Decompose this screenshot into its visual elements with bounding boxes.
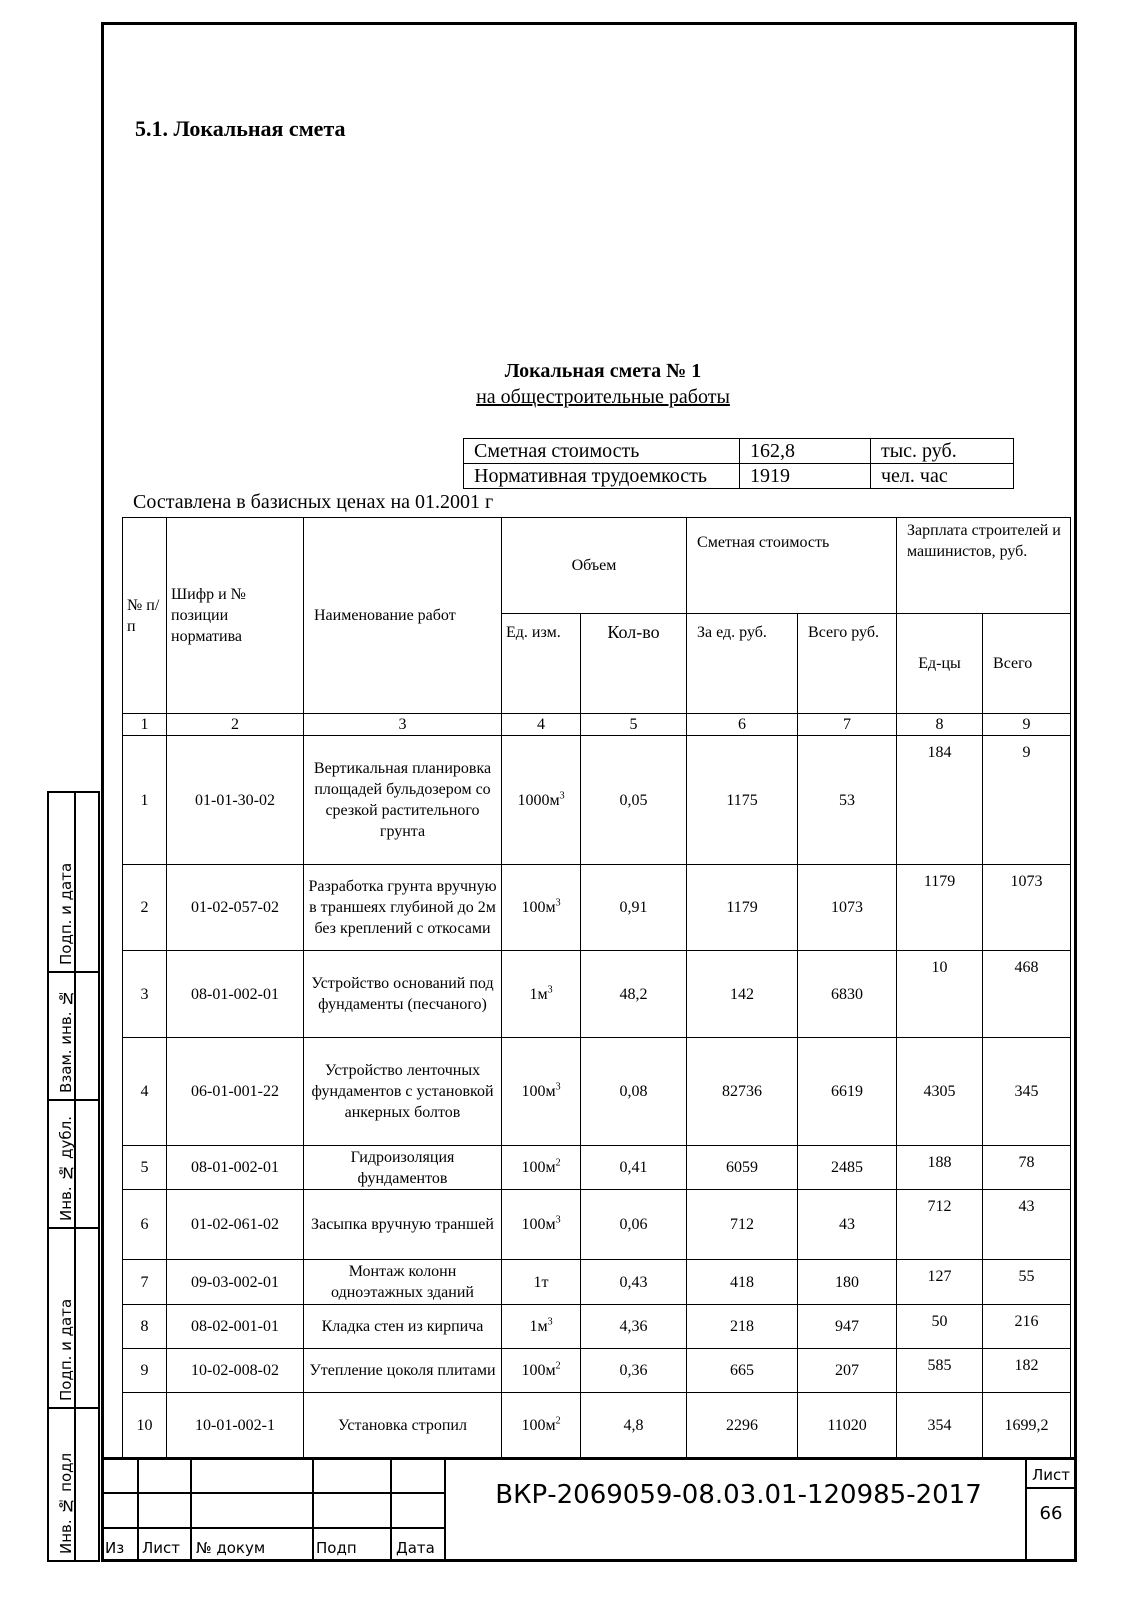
cell-name: Утепление цоколя плитами [304,1349,502,1393]
column-number: 7 [798,714,897,736]
cell-num: 10 [123,1393,167,1459]
cell-cost-unit: 1179 [687,865,798,951]
col-header-wage-unit: Ед-цы [897,614,983,714]
cell-wage-unit: 184 [897,736,983,865]
col-header-cost-unit: За ед. руб. [687,614,798,714]
cell-code: 09-03-002-01 [167,1260,304,1305]
cell-qty: 0,08 [581,1038,687,1146]
cell-qty: 0,43 [581,1260,687,1305]
cell-wage-total: 43 [983,1190,1071,1260]
col-header-volume: Объем [502,518,687,614]
cell-qty: 48,2 [581,951,687,1038]
summary-value: 1919 [740,464,871,489]
cell-wage-total: 78 [983,1146,1071,1190]
cell-qty: 0,41 [581,1146,687,1190]
tb-label-sheet: Лист [142,1539,181,1557]
cell-unit: $100м^2$ [502,1146,581,1190]
cell-name: Вертикальная планировка площадей бульдозером со срезкой растительного грунта [304,736,502,865]
cell-unit: $1м^3$ [502,951,581,1038]
price-basis-note: Составлена в базисных ценах на 01.2001 г [133,491,494,513]
cell-cost-unit: 665 [687,1349,798,1393]
cell-code: 08-02-001-01 [167,1305,304,1349]
cell-cost-unit: 2296 [687,1393,798,1459]
cell-num: 5 [123,1146,167,1190]
cell-cost-total: 6619 [798,1038,897,1146]
cell-wage-unit: 50 [897,1305,983,1349]
cell-num: 1 [123,736,167,865]
cell-name: Кладка стен из кирпича [304,1305,502,1349]
cell-cost-unit: 82736 [687,1038,798,1146]
stamp-sign-date-2: Подп. и дата [47,1227,100,1409]
cell-cost-unit: 142 [687,951,798,1038]
column-number: 1 [123,714,167,736]
cell-unit: $1м^3$ [502,1305,581,1349]
cell-name: Установка стропил [304,1393,502,1459]
cell-unit: $100м^2$ [502,1349,581,1393]
stamp-duplicate-inv: Инв. № дубл. [47,1099,100,1229]
cell-cost-unit: 418 [687,1260,798,1305]
cell-name: Монтаж колонн одноэтажных зданий [304,1260,502,1305]
col-header-unit: Ед. изм. [502,614,581,714]
column-number: 6 [687,714,798,736]
cell-cost-total: 1073 [798,865,897,951]
estimate-subtitle: на общестроительные работы [476,386,730,408]
cell-num: 9 [123,1349,167,1393]
col-header-cost-total: Всего руб. [798,614,897,714]
stamp-sign-date-1: Подп. и дата [47,791,100,973]
cell-name: Засыпка вручную траншей [304,1190,502,1260]
column-number: 5 [581,714,687,736]
cell-cost-total: 11020 [798,1393,897,1459]
cell-code: 06-01-001-22 [167,1038,304,1146]
col-header-qty: Кол-во [581,614,687,714]
cell-code: 01-02-061-02 [167,1190,304,1260]
table-row [123,1260,1071,1305]
estimate-table [122,517,1071,1459]
col-header-wage-total: Всего [983,614,1071,714]
table-row [123,1393,1071,1459]
table-row [123,1305,1071,1349]
cell-cost-unit: 1175 [687,736,798,865]
cell-code: 08-01-002-01 [167,1146,304,1190]
section-heading: 5.1. Локальная смета [135,116,346,141]
table-row [123,1146,1071,1190]
col-header-num: № п/п [123,518,167,714]
summary-label: Нормативная трудоемкость [464,464,740,489]
cell-cost-total: 180 [798,1260,897,1305]
cell-cost-total: 6830 [798,951,897,1038]
sheet-number: 66 [1039,1503,1063,1524]
cell-qty: 0,05 [581,736,687,865]
table-row [123,1349,1071,1393]
cell-num: 8 [123,1305,167,1349]
col-header-wage: Зарплата строителей и машинистов, руб. [897,518,1071,614]
cell-unit: $100м^2$ [502,1393,581,1459]
cell-unit: $100м^3$ [502,1038,581,1146]
cell-unit: $1000м^3$ [502,736,581,865]
cell-qty: 4,8 [581,1393,687,1459]
cell-unit: 1т [502,1260,581,1305]
cell-qty: 0,91 [581,865,687,951]
col-header-name: Наименование работ [304,518,502,714]
estimate-title: Локальная смета № 1 [504,360,702,382]
summary-unit: чел. час [871,464,1014,489]
cell-code: 01-01-30-02 [167,736,304,865]
cell-qty: 0,36 [581,1349,687,1393]
tb-label-change: Из [105,1539,125,1557]
sheet-label: Лист [1031,1466,1070,1484]
cell-cost-total: 207 [798,1349,897,1393]
cell-name: Устройство ленточных фундаментов с установкой анкерных болтов [304,1038,502,1146]
cell-qty: 4,36 [581,1305,687,1349]
cell-cost-total: 947 [798,1305,897,1349]
cell-wage-total: 345 [983,1038,1071,1146]
cell-wage-total: 9 [983,736,1071,865]
column-number: 4 [502,714,581,736]
column-number: 2 [167,714,304,736]
cell-code: 10-01-002-1 [167,1393,304,1459]
table-row [123,1038,1071,1146]
cell-wage-unit: 712 [897,1190,983,1260]
cell-num: 6 [123,1190,167,1260]
cell-cost-unit: 712 [687,1190,798,1260]
column-number: 3 [304,714,502,736]
cell-num: 4 [123,1038,167,1146]
cell-code: 01-02-057-02 [167,865,304,951]
col-header-code: Шифр и № позиции норматива [167,518,304,714]
cell-wage-total: 55 [983,1260,1071,1305]
cell-wage-unit: 10 [897,951,983,1038]
cell-cost-total: 53 [798,736,897,865]
cell-name: Разработка грунта вручную в траншеях глубиной до 2м без креплений с откосами [304,865,502,951]
column-number: 9 [983,714,1071,736]
document-code: ВКР-2069059-08.03.01-120985-2017 [495,1480,982,1510]
cell-wage-total: 216 [983,1305,1071,1349]
table-row [123,951,1071,1038]
table-row [123,865,1071,951]
cell-qty: 0,06 [581,1190,687,1260]
table-row [123,1190,1071,1260]
tb-label-date: Дата [396,1539,435,1557]
cell-code: 10-02-008-02 [167,1349,304,1393]
cell-cost-unit: 6059 [687,1146,798,1190]
header-row [123,518,1071,614]
stamp-replaced-inv: Взам. инв. № [47,971,100,1101]
cell-wage-unit: 354 [897,1393,983,1459]
cell-wage-total: 1699,2 [983,1393,1071,1459]
cell-num: 3 [123,951,167,1038]
table-row [123,736,1071,865]
summary-row [464,439,1014,464]
summary-unit: тыс. руб. [871,439,1014,464]
cell-cost-total: 2485 [798,1146,897,1190]
summary-row [464,464,1014,489]
cell-unit: $100м^3$ [502,1190,581,1260]
cell-name: Гидроизоляция фундаментов [304,1146,502,1190]
summary-value: 162,8 [740,439,871,464]
cell-unit: $100м^3$ [502,865,581,951]
summary-table [463,438,1014,489]
stamp-original-inv: Инв. № подл [47,1407,100,1562]
column-number-row [123,714,1071,736]
summary-label: Сметная стоимость [464,439,740,464]
cell-num: 7 [123,1260,167,1305]
cell-name: Устройство оснований под фундаменты (песчаного) [304,951,502,1038]
tb-label-doc-num: № докум [196,1539,266,1557]
cell-wage-unit: 585 [897,1349,983,1393]
cell-wage-total: 468 [983,951,1071,1038]
col-header-cost: Сметная стоимость [687,518,897,614]
cell-wage-unit: 1179 [897,865,983,951]
cell-code: 08-01-002-01 [167,951,304,1038]
cell-num: 2 [123,865,167,951]
cell-cost-total: 43 [798,1190,897,1260]
cell-wage-unit: 127 [897,1260,983,1305]
cell-wage-unit: 188 [897,1146,983,1190]
cell-cost-unit: 218 [687,1305,798,1349]
cell-wage-total: 1073 [983,865,1071,951]
cell-wage-unit: 4305 [897,1038,983,1146]
column-number: 8 [897,714,983,736]
tb-label-sign: Подп [316,1539,357,1557]
cell-wage-total: 182 [983,1349,1071,1393]
